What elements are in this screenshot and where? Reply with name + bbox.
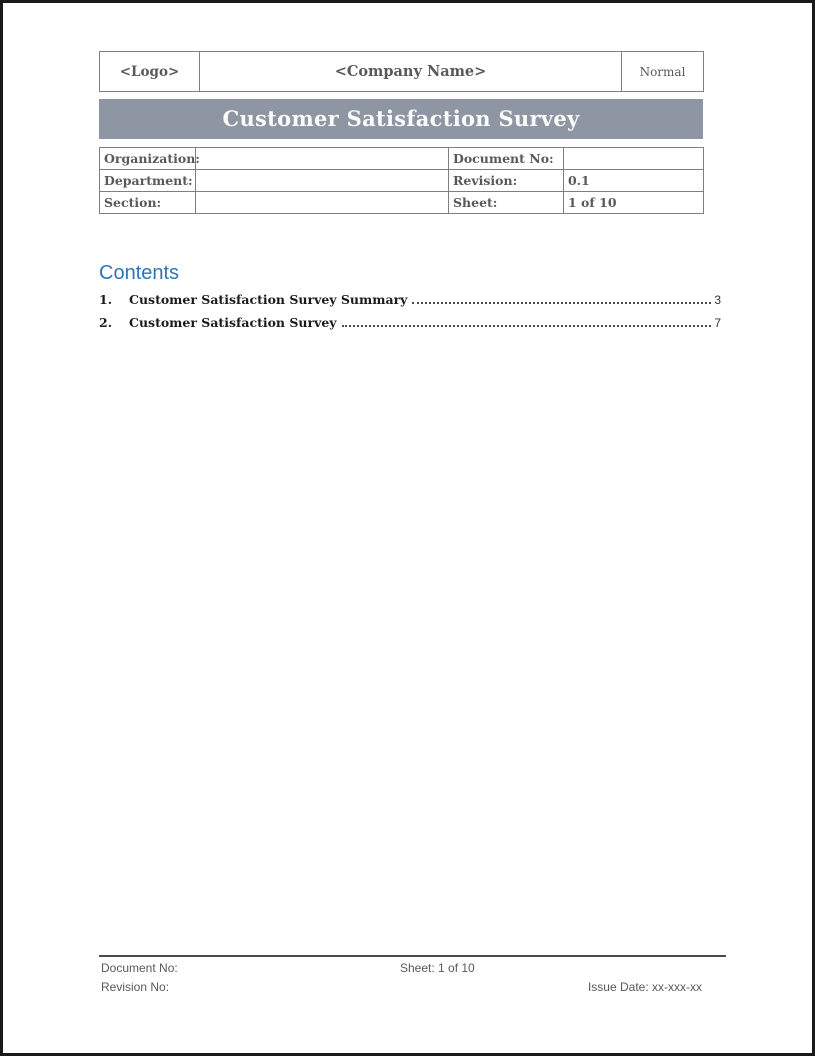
header-table	[99, 51, 704, 92]
toc-entry-page-number: 7	[714, 316, 721, 330]
organization-value	[196, 148, 449, 170]
section-value	[196, 192, 449, 214]
sheet-value: 1 of 10	[564, 192, 704, 214]
revision-value: 0.1	[564, 170, 704, 192]
footer-issue-date: Issue Date: xx-xxx-xx	[587, 980, 702, 994]
info-row-organization	[100, 148, 704, 170]
footer-revision-no: Revision No:	[101, 980, 170, 994]
toc-entry-number: 1.	[99, 292, 113, 307]
toc-entry-summary[interactable]	[99, 292, 721, 315]
company-name: <Company Name>	[200, 52, 622, 92]
page-footer	[99, 955, 726, 997]
sheet-label: Sheet:	[449, 192, 564, 214]
table-of-contents	[99, 262, 721, 338]
toc-entry-number: 2.	[99, 315, 113, 330]
section-label: Section:	[100, 192, 196, 214]
logo-placeholder: <Logo>	[100, 52, 200, 92]
toc-dotted-leader	[412, 302, 711, 304]
footer-document-no: Document No:	[101, 961, 178, 975]
footer-row-2	[99, 978, 726, 997]
document-info-table	[99, 147, 704, 214]
toc-entry-survey[interactable]	[99, 315, 721, 338]
department-value	[196, 170, 449, 192]
info-row-department	[100, 170, 704, 192]
footer-sheet: Sheet: 1 of 10	[400, 961, 475, 975]
header-row	[100, 52, 704, 92]
toc-entry-title: Customer Satisfaction Survey Summary	[129, 292, 408, 307]
toc-dotted-leader	[342, 325, 712, 327]
revision-label: Revision:	[449, 170, 564, 192]
footer-row-1	[99, 959, 726, 978]
organization-label: Organization:	[100, 148, 196, 170]
document-title-banner: Customer Satisfaction Survey	[99, 99, 703, 139]
document-no-label: Document No:	[449, 148, 564, 170]
info-row-section	[100, 192, 704, 214]
document-status: Normal	[622, 52, 704, 92]
contents-heading: Contents	[99, 262, 180, 284]
toc-entry-page-number: 3	[714, 293, 721, 307]
toc-entry-title: Customer Satisfaction Survey	[129, 315, 337, 330]
department-label: Department:	[100, 170, 196, 192]
document-no-value	[564, 148, 704, 170]
